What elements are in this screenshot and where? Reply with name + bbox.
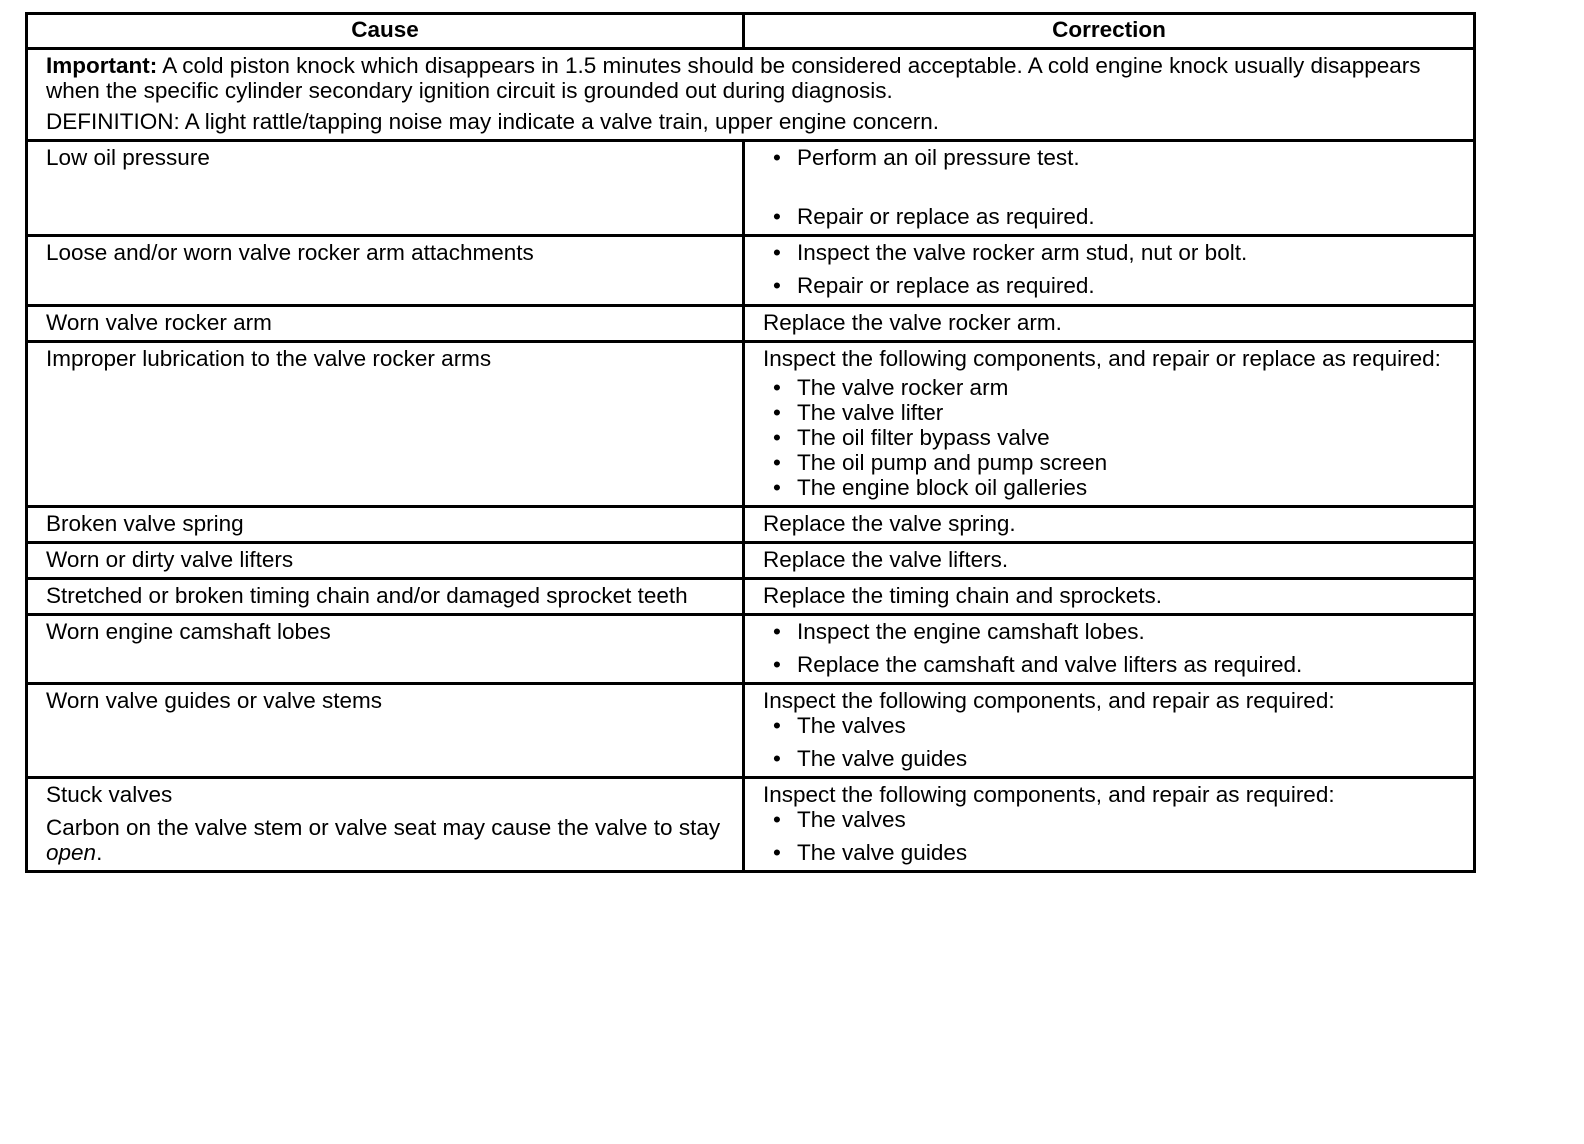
- cause-detail-text: Carbon on the valve stem or valve seat may cause the valve to stay: [46, 815, 721, 840]
- cause-cell: Improper lubrication to the valve rocker arms: [27, 342, 744, 507]
- correction-header: Correction: [744, 14, 1475, 49]
- correction-cell: [744, 778, 1475, 872]
- correction-list: [763, 375, 1463, 500]
- table-row: [27, 579, 1475, 615]
- list-item: • Repair or replace as required.: [797, 273, 1463, 298]
- cause-cell: Worn or dirty valve lifters: [27, 543, 744, 579]
- table-row: [27, 778, 1475, 872]
- list-item: • Inspect the engine camshaft lobes.: [797, 619, 1463, 644]
- table-row: [27, 615, 1475, 684]
- cause-detail-end: .: [96, 840, 103, 865]
- table-row: [27, 684, 1475, 778]
- cause-cell: Worn valve guides or valve stems: [27, 684, 744, 778]
- cause-cell: Worn valve rocker arm: [27, 306, 744, 342]
- list-item: • Replace the camshaft and valve lifters as required.: [797, 652, 1463, 677]
- correction-cell: Replace the valve spring.: [744, 507, 1475, 543]
- correction-text: Inspect the following components, and repair as required:: [763, 782, 1335, 807]
- cause-header: Cause: [27, 14, 744, 49]
- table-row: [27, 141, 1475, 236]
- note-row: [27, 49, 1475, 141]
- correction-cell: Replace the valve lifters.: [744, 543, 1475, 579]
- list-item: • The valves: [797, 807, 1463, 832]
- list-item: • The engine block oil galleries: [797, 475, 1463, 500]
- correction-text: Inspect the following components, and repair or replace as required:: [763, 346, 1441, 371]
- important-text: A cold piston knock which disappears in 1.5 minutes should be considered acceptable. A cold engine knock usually disappears when the specific cylinder secondary ignition circuit is grounded out during diagnosis.: [46, 53, 1421, 103]
- header-row: [27, 14, 1475, 49]
- list-item: • The oil filter bypass valve: [797, 425, 1463, 450]
- cause-cell: Worn engine camshaft lobes: [27, 615, 744, 684]
- cause-cell: Loose and/or worn valve rocker arm attachments: [27, 236, 744, 306]
- cause-detail-emphasis: open: [46, 840, 97, 865]
- cause-cell: Stretched or broken timing chain and/or damaged sprocket teeth: [27, 579, 744, 615]
- list-item: • The valve lifter: [797, 400, 1463, 425]
- correction-cell: Replace the timing chain and sprockets.: [744, 579, 1475, 615]
- correction-list: [763, 713, 1463, 771]
- cause-detail: [46, 815, 732, 865]
- table-row: [27, 543, 1475, 579]
- cause-text: Stuck valves: [46, 782, 173, 807]
- list-item: • The valves: [797, 713, 1463, 738]
- definition-note: DEFINITION: A light rattle/tapping noise may indicate a valve train, upper engine concern.: [46, 109, 939, 134]
- correction-list: [763, 240, 1463, 298]
- list-item: • Perform an oil pressure test.: [797, 145, 1463, 170]
- note-cell: [27, 49, 1475, 141]
- correction-cell: [744, 684, 1475, 778]
- table-row: [27, 236, 1475, 306]
- list-item: • The valve guides: [797, 840, 1463, 865]
- list-item: • The valve rocker arm: [797, 375, 1463, 400]
- table-row: [27, 342, 1475, 507]
- list-item: • Inspect the valve rocker arm stud, nut or bolt.: [797, 240, 1463, 265]
- diagnostic-table: [25, 12, 1476, 873]
- correction-cell: [744, 615, 1475, 684]
- correction-cell: Replace the valve rocker arm.: [744, 306, 1475, 342]
- correction-list: [763, 807, 1463, 865]
- important-note: [46, 53, 1463, 103]
- table-row: [27, 507, 1475, 543]
- list-item: • The valve guides: [797, 746, 1463, 771]
- correction-cell: [744, 236, 1475, 306]
- correction-cell: [744, 141, 1475, 236]
- correction-text: Inspect the following components, and repair as required:: [763, 688, 1335, 713]
- cause-cell: Broken valve spring: [27, 507, 744, 543]
- correction-cell: [744, 342, 1475, 507]
- cause-cell: Low oil pressure: [27, 141, 744, 236]
- table-row: [27, 306, 1475, 342]
- correction-list: [763, 145, 1463, 229]
- list-item: • Repair or replace as required.: [797, 204, 1463, 229]
- important-label: Important:: [46, 53, 158, 78]
- list-item: • The oil pump and pump screen: [797, 450, 1463, 475]
- correction-list: [763, 619, 1463, 677]
- cause-cell: [27, 778, 744, 872]
